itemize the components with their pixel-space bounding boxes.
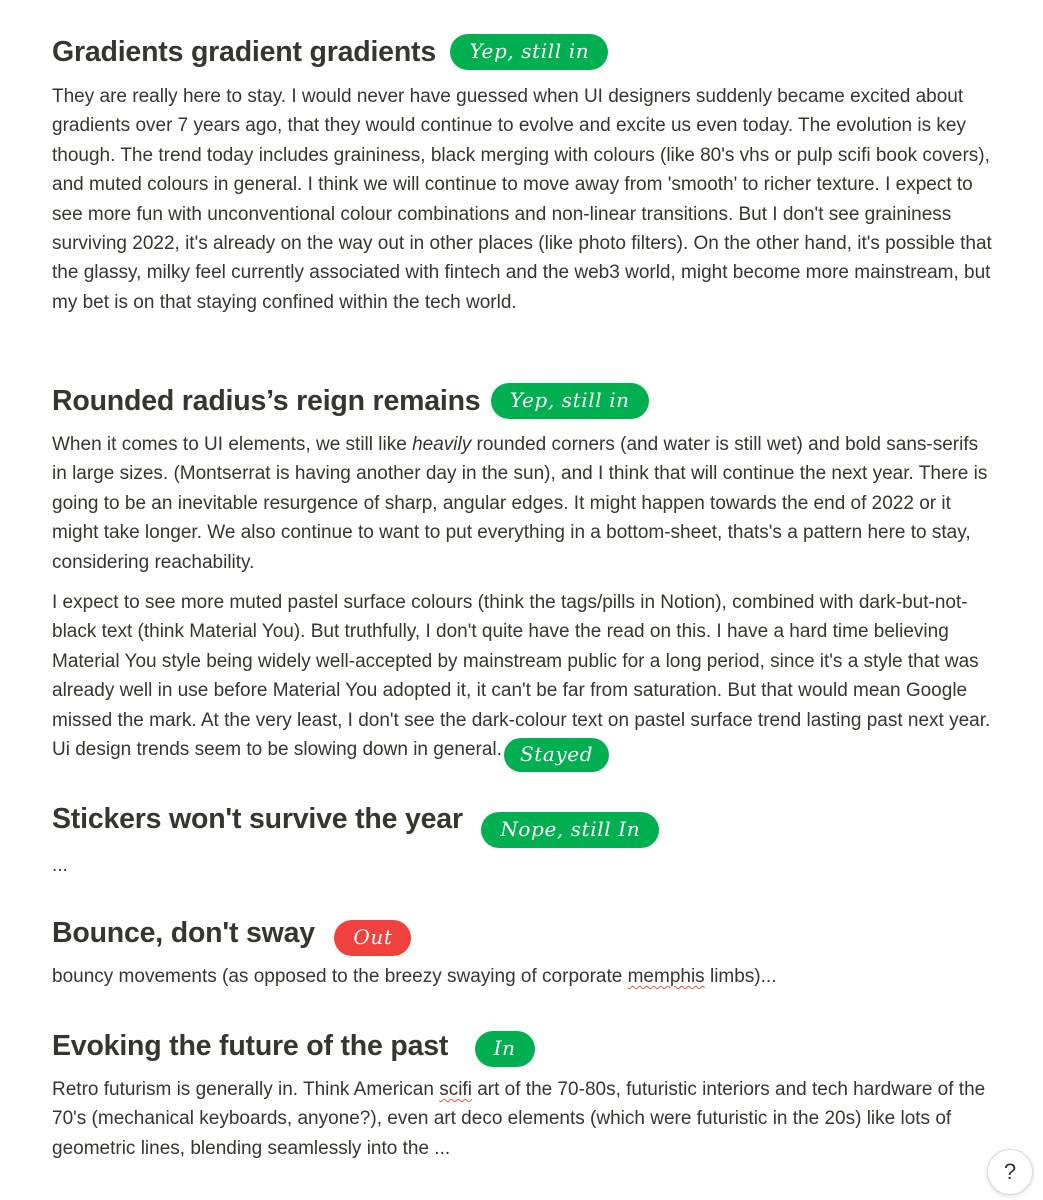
section-title: Bounce, don't sway — [52, 917, 315, 949]
status-badge: In — [475, 1031, 535, 1067]
section-body: When it comes to UI elements, we still like heavily rounded corners (and water is still wet) and bold sans-serifs in large sizes. (Montserrat is having another day in the sun), and I think that will continue the next year. There is going to be an inevitable resurgence of sharp, angular edges. It might happen towards the end of 2022 or it might take longer. We also continue to want to put everything in a bottom-sheet, thats's a pattern here to stay, considering reachability. — [52, 434, 988, 573]
status-badge: Yep, still in — [491, 383, 649, 419]
section-title: Evoking the future of the past — [52, 1030, 449, 1062]
section-heading-row — [52, 381, 649, 421]
section-heading-row — [52, 1026, 535, 1066]
section-heading-row — [52, 799, 659, 839]
section-body: Retro futurism is generally in. Think American scifi art of the 70-80s, futuristic interiors and tech hardware of the 70's (mechanical keyboards, anyone?), even art deco elements (which were futuristic in the 20s) like lots of geometric lines, blending seamlessly into the ... — [52, 1079, 986, 1159]
section-title: Stickers won't survive the year — [52, 803, 463, 835]
inline-status-badge: Stayed — [504, 738, 609, 772]
misspelled-word: scifi — [439, 1079, 472, 1100]
section-heading-row — [52, 913, 411, 953]
section-body: They are really here to stay. I would never have guessed when UI designers suddenly became excited about gradients over 7 years ago, that they would continue to evolve and excite us even today. The evolution is key though. The trend today includes graininess, black merging with colours (like 80's vhs or pulp scifi book covers), and muted colours in general. I think we will continue to move away from 'smooth' to richer texture. I expect to see more fun with unconventional colour combinations and non-linear transitions. But I don't see graininess surviving 2022, it's already on the way out in other places (like photo filters). On the other hand, it's possible that the glassy, milky feel currently associated with fintech and the web3 world, might become more mainstream, but my bet is on that staying confined within the tech world. — [52, 86, 992, 313]
section-heading-row — [52, 32, 608, 72]
status-badge: Nope, still In — [481, 812, 659, 848]
section-body: ... — [52, 855, 68, 876]
section-title: Gradients gradient gradients — [52, 36, 436, 68]
status-badge: Yep, still in — [450, 34, 608, 70]
help-button[interactable]: ? — [987, 1149, 1033, 1195]
section-title: Rounded radius’s reign remains — [52, 385, 481, 417]
section-body: bouncy movements (as opposed to the breezy swaying of corporate memphis limbs)... — [52, 966, 777, 987]
section-body: I expect to see more muted pastel surface colours (think the tags/pills in Notion), combined with dark-but-not-black text (think Material You). But truthfully, I don't quite have the read on this. I have a hard time believing Material You style being widely well-accepted by mainstream public for a long period, since it's a style that was already well in use before Material You adopted it, it can't be far from saturation. But that would mean Google missed the mark. At the very least, I don't see the dark-colour text on pastel surface trend lasting past next year. Ui design trends seem to be slowing down in general. Stayed — [52, 588, 997, 772]
emphasis-text: heavily — [412, 434, 472, 455]
status-badge: Out — [334, 920, 411, 956]
misspelled-word: memphis — [627, 966, 705, 987]
